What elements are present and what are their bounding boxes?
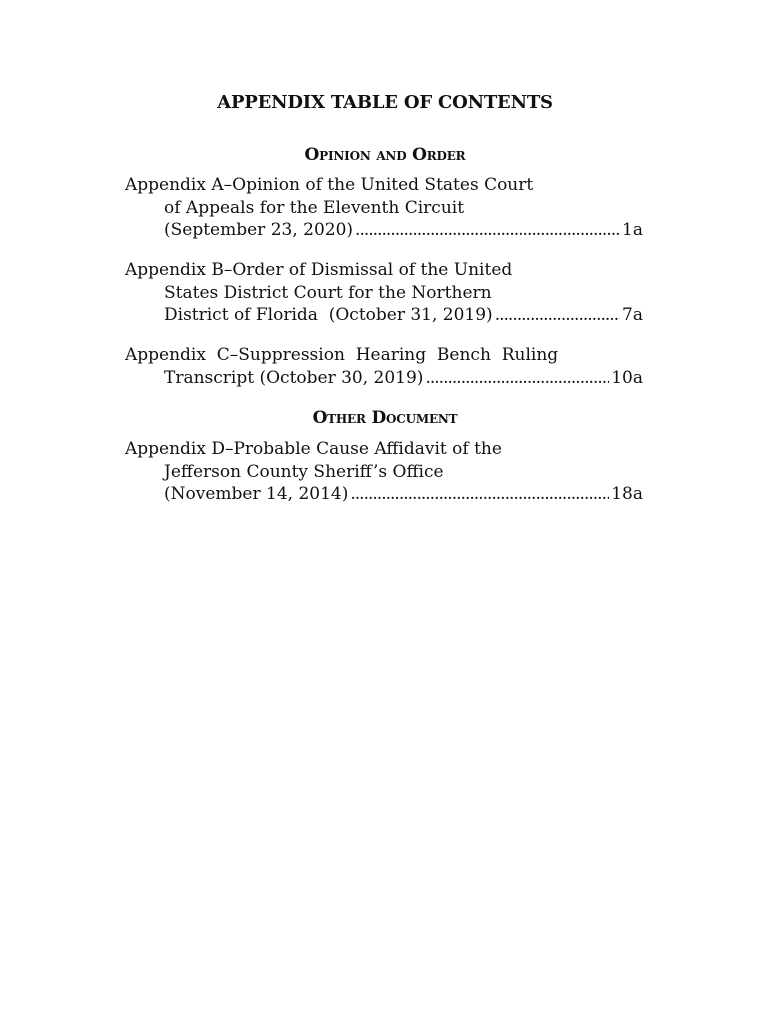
toc-entry-appendix-c — [125, 344, 643, 389]
toc-page-number: 7a — [622, 305, 643, 325]
toc-entry-line: Appendix C–Suppression Hearing Bench Ruling — [125, 345, 559, 365]
dot-leader — [495, 304, 620, 327]
dot-leader — [350, 483, 609, 506]
section-heading-other-document: Other Document — [312, 408, 458, 428]
toc-entry-appendix-b — [125, 259, 643, 327]
toc-entry-last-line — [125, 483, 643, 506]
toc-entry-last-line — [125, 304, 643, 327]
page-title: APPENDIX TABLE OF CONTENTS — [217, 92, 553, 113]
toc-entry-line: Appendix B–Order of Dismissal of the United — [125, 260, 513, 280]
toc-entry-line: States District Court for the Northern — [164, 282, 492, 303]
toc-entry-date: (November 14, 2014) — [164, 484, 349, 504]
toc-entry-line: Appendix A–Opinion of the United States Court — [125, 175, 534, 195]
toc-page-number: 1a — [622, 220, 643, 240]
toc-entry-last-line — [125, 219, 643, 242]
toc-entry-last-line — [125, 367, 643, 390]
toc-entry-appendix-d — [125, 438, 643, 506]
toc-entry-line: Jefferson County Sheriff’s Office — [164, 461, 444, 482]
toc-entry-line: Appendix D–Probable Cause Affidavit of the — [125, 439, 502, 459]
toc-entry-date: Transcript (October 30, 2019) — [164, 367, 424, 388]
toc-entry-date: (September 23, 2020) — [164, 220, 354, 240]
toc-page-number: 18a — [611, 484, 643, 504]
dot-leader — [355, 219, 620, 242]
toc-entry-appendix-a — [125, 174, 643, 242]
toc-entry-date: District of Florida (October 31, 2019) — [164, 305, 493, 325]
section-heading-opinion-and-order: Opinion and Order — [304, 145, 466, 165]
toc-page-number: 10a — [611, 367, 643, 388]
toc-entry-line: of Appeals for the Eleventh Circuit — [164, 197, 465, 218]
dot-leader — [425, 367, 609, 390]
